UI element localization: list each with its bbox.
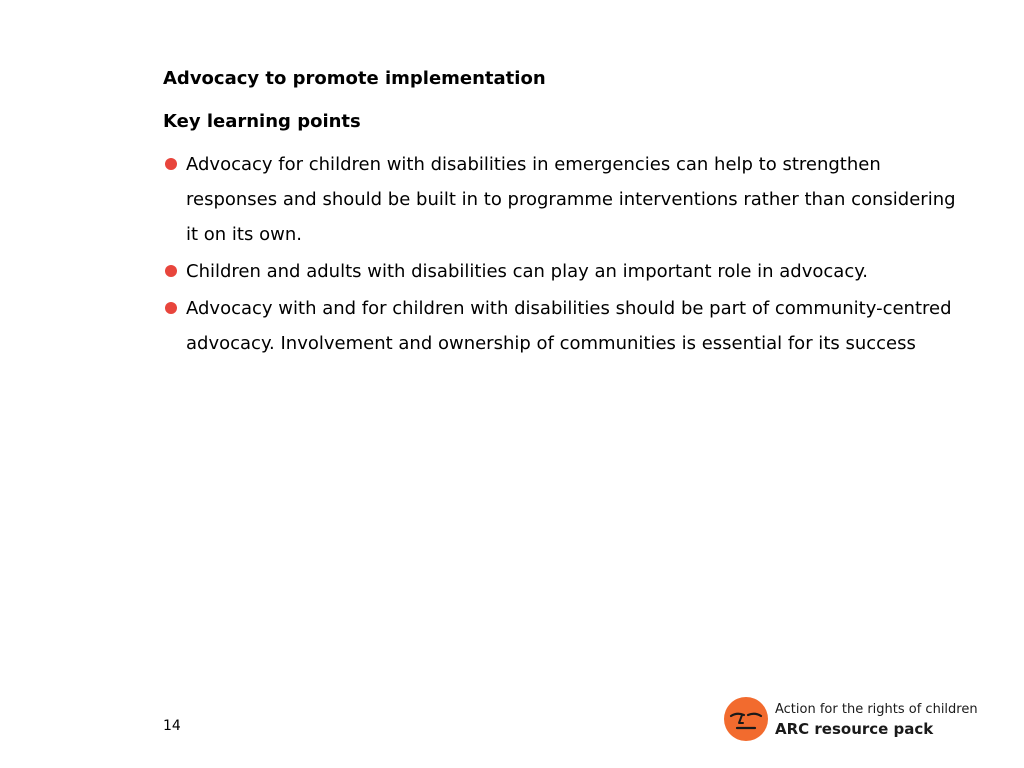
logo-tagline: Action for the rights of children	[775, 702, 978, 717]
list-item-text: Advocacy with and for children with disabilities should be part of community-centred advocacy. Involvement and ownership of communities is essential for its success	[186, 298, 952, 354]
page-number: 14	[163, 718, 181, 734]
bullet-dot-icon	[165, 158, 177, 170]
page-title: Advocacy to promote implementation	[163, 68, 546, 89]
key-points-list	[163, 147, 973, 363]
arc-face-logo-icon	[722, 695, 770, 743]
list-item	[163, 291, 973, 361]
section-heading: Key learning points	[163, 111, 361, 132]
bullet-dot-icon	[165, 302, 177, 314]
list-item	[163, 147, 973, 252]
bullet-dot-icon	[165, 265, 177, 277]
list-item-text: Advocacy for children with disabilities in emergencies can help to strengthen responses and should be built in to programme interventions rather than considering it on its own.	[186, 154, 956, 245]
list-item-text: Children and adults with disabilities can play an important role in advocacy.	[186, 261, 869, 282]
logo-name: ARC resource pack	[775, 720, 934, 738]
list-item	[163, 254, 973, 289]
arc-logo	[722, 695, 982, 745]
